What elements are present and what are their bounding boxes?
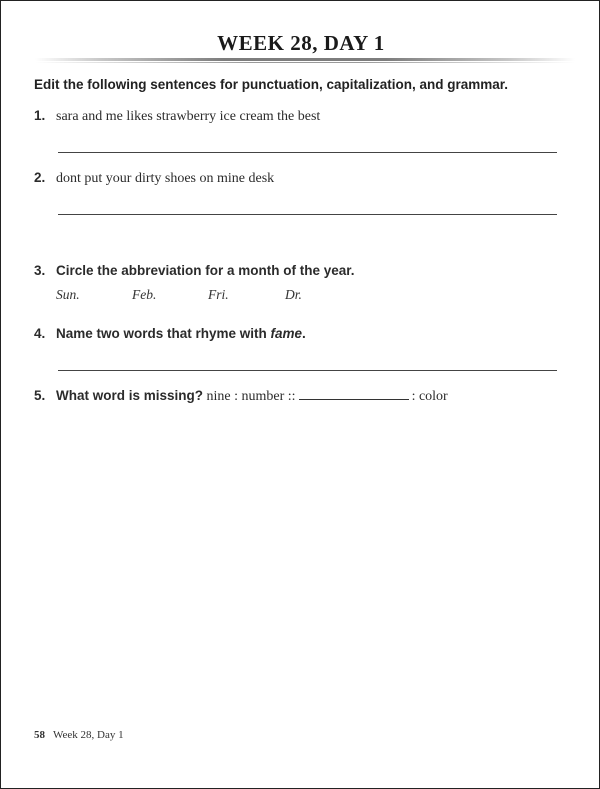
question-4: [34, 326, 306, 343]
question-text-start: Name two words that rhyme with: [56, 326, 271, 341]
question-text: [56, 326, 306, 341]
page-title: WEEK 28, DAY 1: [217, 31, 385, 55]
choice-sun[interactable]: Sun.: [56, 287, 80, 302]
page-number: 58: [34, 729, 45, 741]
analogy-right: : color: [411, 389, 448, 404]
answer-line-1[interactable]: [58, 152, 557, 153]
analogy-blank[interactable]: [299, 387, 409, 400]
question-text: Circle the abbreviation for a month of the year.: [56, 263, 355, 278]
question-3: [34, 263, 355, 280]
question-5: [34, 387, 448, 405]
question-2: [34, 170, 274, 187]
question-number: 5.: [34, 388, 46, 403]
choice-fri[interactable]: Fri.: [208, 287, 229, 302]
footer-label: Week 28, Day 1: [53, 729, 124, 741]
question-text: sara and me likes strawberry ice cream the best: [56, 109, 321, 124]
choice-feb[interactable]: Feb.: [132, 287, 157, 302]
question-number: 3.: [34, 263, 46, 278]
question-number: 2.: [34, 170, 46, 185]
question-number: 4.: [34, 326, 46, 341]
page-footer: [34, 729, 124, 741]
question-text: dont put your dirty shoes on mine desk: [56, 171, 275, 186]
analogy-left: nine : number ::: [206, 389, 296, 404]
choice-dr[interactable]: Dr.: [285, 287, 302, 302]
question-prompt: What word is missing?: [56, 388, 204, 403]
question-text-emphasis: fame: [270, 326, 303, 341]
title-divider-thin: [35, 62, 575, 63]
answer-line-4[interactable]: [58, 370, 557, 371]
answer-line-2[interactable]: [58, 214, 557, 215]
instructions: Edit the following sentences for punctuation, capitalization, and grammar.: [34, 77, 509, 92]
title-divider: [35, 58, 575, 61]
question-1: [34, 108, 320, 125]
question-number: 1.: [34, 108, 46, 123]
question-text-end: .: [302, 326, 306, 341]
